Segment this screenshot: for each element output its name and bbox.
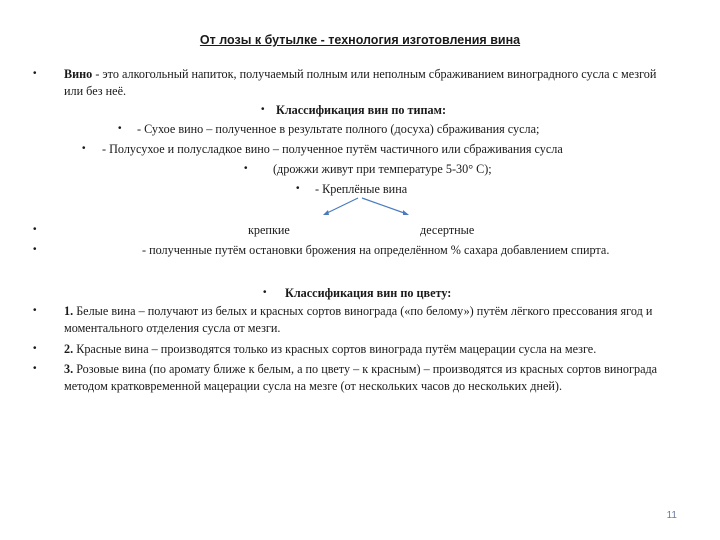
page-number: 11 xyxy=(666,510,677,521)
item-number: 3. xyxy=(64,362,74,376)
dessert-wines-label: десертные xyxy=(420,223,475,237)
bullet-icon: • xyxy=(33,343,37,354)
semi-wine-text-continued: (дрожжи живут при температуре 5-30° С); xyxy=(273,162,492,176)
arrow-head-right xyxy=(403,210,409,215)
page-title: От лозы к бутылке - технология изготовления вина xyxy=(199,33,521,47)
white-wines-item xyxy=(64,303,664,336)
fortified-wine-text: - Креплёные вина xyxy=(315,182,408,196)
bullet-icon: • xyxy=(244,163,248,174)
fortification-method-text: - полученные путём остановки брожения на определённом % сахара добавлением спирта. xyxy=(142,243,610,257)
type-classification-heading: Классификация вин по типам: xyxy=(276,103,446,117)
dry-wine-text: - Сухое вино – полученное в результате полного (досуха) сбраживания сусла; xyxy=(137,122,540,136)
arrow-line-left xyxy=(325,198,358,214)
semi-wine-text: - Полусухое и полусладкое вино – полученное путём частичного или сбраживания сусла xyxy=(102,142,563,156)
bullet-icon: • xyxy=(33,363,37,374)
arrow-line-right xyxy=(362,198,407,214)
color-classification-heading: Классификация вин по цвету: xyxy=(285,286,452,300)
bullet-icon: • xyxy=(33,224,37,235)
red-wines-item xyxy=(64,341,596,357)
bullet-icon: • xyxy=(33,305,37,316)
arrow-head-left xyxy=(323,210,329,215)
strong-wines-label: крепкие xyxy=(248,223,290,237)
item-text: Красные вина – производятся только из красных сортов винограда путём мацерации сусла на мезге. xyxy=(73,342,597,356)
bullet-icon: • xyxy=(82,143,86,154)
bullet-icon: • xyxy=(261,104,265,115)
bullet-icon: • xyxy=(33,244,37,255)
item-number: 2. xyxy=(64,342,74,356)
definition-text: - это алкогольный напиток, получаемый полным или неполным сбраживанием виноградного сусла с мезгой или без неё. xyxy=(64,67,657,98)
bullet-icon: • xyxy=(118,123,122,134)
bullet-icon: • xyxy=(33,68,37,79)
rose-wines-item xyxy=(64,361,664,394)
item-text: Розовые вина (по аромату ближе к белым, а по цвету – к красным) – производятся из красных сортов винограда методом кратковременной мацерации сусла на мезге (от нескольких часов до нескольких дней). xyxy=(64,362,658,393)
definition-term: Вино xyxy=(64,67,93,81)
item-text: Белые вина – получают из белых и красных сортов винограда («по белому») путём лёгкого прессования ягод и моментального отделения сусла от мезги. xyxy=(64,304,653,335)
item-number: 1. xyxy=(64,304,74,318)
bullet-icon: • xyxy=(263,287,267,298)
bullet-icon: • xyxy=(296,183,300,194)
